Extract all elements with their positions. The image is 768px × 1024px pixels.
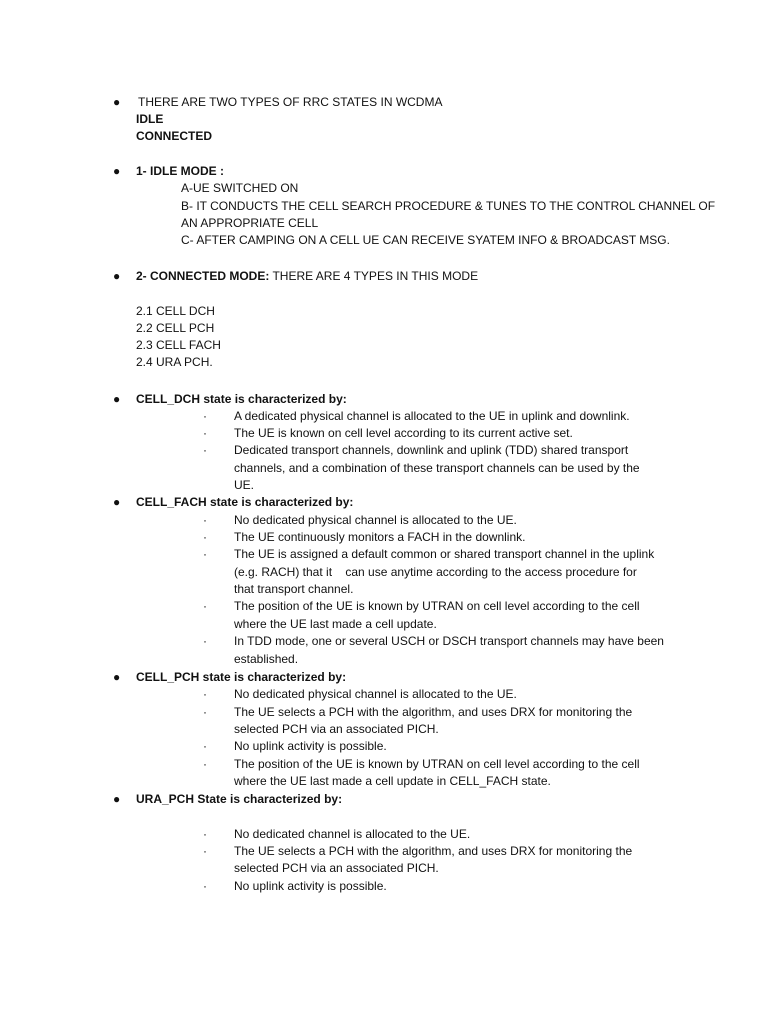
sub-bullet: · bbox=[203, 844, 207, 858]
sub-bullet: · bbox=[203, 513, 207, 527]
cell-fach-line: that transport channel. bbox=[234, 582, 354, 596]
cell-dch-line: Dedicated transport channels, downlink and uplink (TDD) shared transport bbox=[234, 443, 629, 457]
idle-mode-b1: B- IT CONDUCTS THE CELL SEARCH PROCEDURE & TUNES TO THE CONTROL CHANNEL OF bbox=[181, 199, 716, 213]
cell-fach-line: The UE is assigned a default common or shared transport channel in the uplink bbox=[234, 547, 655, 561]
bullet-dot: ● bbox=[113, 392, 121, 406]
cell-fach-line: The position of the UE is known by UTRAN on cell level according to the cell bbox=[234, 599, 640, 613]
bullet-dot: ● bbox=[113, 495, 121, 509]
ura-pch-heading: URA_PCH bbox=[136, 792, 195, 806]
cell-pch-line: where the UE last made a cell update in CELL_FACH state. bbox=[234, 774, 551, 788]
cell-dch-line: UE. bbox=[234, 478, 255, 492]
sub-bullet: · bbox=[203, 739, 207, 753]
cell-pch-line: selected PCH via an associated PICH. bbox=[234, 722, 439, 736]
sub-bullet: · bbox=[203, 879, 207, 893]
connected-type: 2.3 CELL FACH bbox=[136, 338, 221, 352]
cell-fach-line: The UE continuously monitors a FACH in the downlink. bbox=[234, 530, 526, 544]
ura-pch-heading-line bbox=[136, 791, 342, 808]
bullet-dot: ● bbox=[113, 792, 121, 806]
sub-bullet: · bbox=[203, 409, 207, 423]
cell-fach-heading-line bbox=[136, 494, 353, 511]
connected-type: 2.1 CELL DCH bbox=[136, 304, 215, 318]
cell-fach-line: established. bbox=[234, 652, 299, 666]
cell-pch-heading-rest: state is characterized by: bbox=[199, 670, 347, 684]
cell-pch-line: No uplink activity is possible. bbox=[234, 739, 387, 753]
sub-bullet: · bbox=[203, 634, 207, 648]
connected-mode-heading-line bbox=[136, 268, 478, 285]
idle-mode-a: A-UE SWITCHED ON bbox=[181, 181, 299, 195]
cell-pch-line: The position of the UE is known by UTRAN on cell level according to the cell bbox=[234, 757, 640, 771]
ura-pch-line: No dedicated channel is allocated to the UE. bbox=[234, 827, 471, 841]
ura-pch-line: No uplink activity is possible. bbox=[234, 879, 387, 893]
sub-bullet: · bbox=[203, 687, 207, 701]
connected-type: 2.2 CELL PCH bbox=[136, 321, 215, 335]
cell-pch-heading: CELL_PCH bbox=[136, 670, 200, 684]
connected-mode-heading-rest: THERE ARE 4 TYPES IN THIS MODE bbox=[269, 269, 479, 283]
cell-fach-line: No dedicated physical channel is allocated to the UE. bbox=[234, 513, 517, 527]
cell-dch-line: The UE is known on cell level according to its current active set. bbox=[234, 426, 573, 440]
bullet-dot: ● bbox=[113, 95, 121, 109]
sub-bullet: · bbox=[203, 705, 207, 719]
idle-mode-c: C- AFTER CAMPING ON A CELL UE CAN RECEIVE SYATEM INFO & BROADCAST MSG. bbox=[181, 233, 670, 247]
cell-dch-heading: CELL_DCH bbox=[136, 392, 201, 406]
bullet-dot: ● bbox=[113, 269, 121, 283]
cell-pch-heading-line bbox=[136, 669, 346, 686]
cell-fach-heading: CELL_FACH bbox=[136, 495, 207, 509]
sub-bullet: · bbox=[203, 530, 207, 544]
cell-dch-heading-line bbox=[136, 391, 347, 408]
cell-dch-heading-rest: state is characterized by: bbox=[200, 392, 347, 406]
sub-bullet: · bbox=[203, 426, 207, 440]
cell-fach-line: In TDD mode, one or several USCH or DSCH transport channels may have been bbox=[234, 634, 664, 648]
sub-bullet: · bbox=[203, 757, 207, 771]
connected-type: 2.4 URA PCH. bbox=[136, 355, 213, 369]
rrc-state-idle: IDLE bbox=[136, 112, 164, 126]
rrc-state-connected: CONNECTED bbox=[136, 129, 213, 143]
cell-fach-line: where the UE last made a cell update. bbox=[234, 617, 437, 631]
cell-dch-line: A dedicated physical channel is allocated to the UE in uplink and downlink. bbox=[234, 409, 630, 423]
rrc-intro: THERE ARE TWO TYPES OF RRC STATES IN WCDMA bbox=[138, 95, 443, 109]
bullet-dot: ● bbox=[113, 164, 121, 178]
cell-fach-line: (e.g. RACH) that it can use anytime according to the access procedure for bbox=[234, 565, 637, 579]
connected-mode-heading: 2- CONNECTED MODE: bbox=[136, 269, 270, 283]
ura-pch-line: The UE selects a PCH with the algorithm, and uses DRX for monitoring the bbox=[234, 844, 633, 858]
sub-bullet: · bbox=[203, 547, 207, 561]
idle-mode-b2: AN APPROPRIATE CELL bbox=[181, 216, 319, 230]
ura-pch-heading-rest: State is characterized by: bbox=[194, 792, 343, 806]
cell-pch-line: No dedicated physical channel is allocated to the UE. bbox=[234, 687, 517, 701]
cell-fach-heading-rest: state is characterized by: bbox=[206, 495, 354, 509]
sub-bullet: · bbox=[203, 599, 207, 613]
sub-bullet: · bbox=[203, 827, 207, 841]
cell-pch-line: The UE selects a PCH with the algorithm, and uses DRX for monitoring the bbox=[234, 705, 633, 719]
sub-bullet: · bbox=[203, 443, 207, 457]
bullet-dot: ● bbox=[113, 670, 121, 684]
ura-pch-line: selected PCH via an associated PICH. bbox=[234, 861, 439, 875]
idle-mode-heading: 1- IDLE MODE : bbox=[136, 164, 225, 178]
cell-dch-line: channels, and a combination of these transport channels can be used by the bbox=[234, 461, 640, 475]
